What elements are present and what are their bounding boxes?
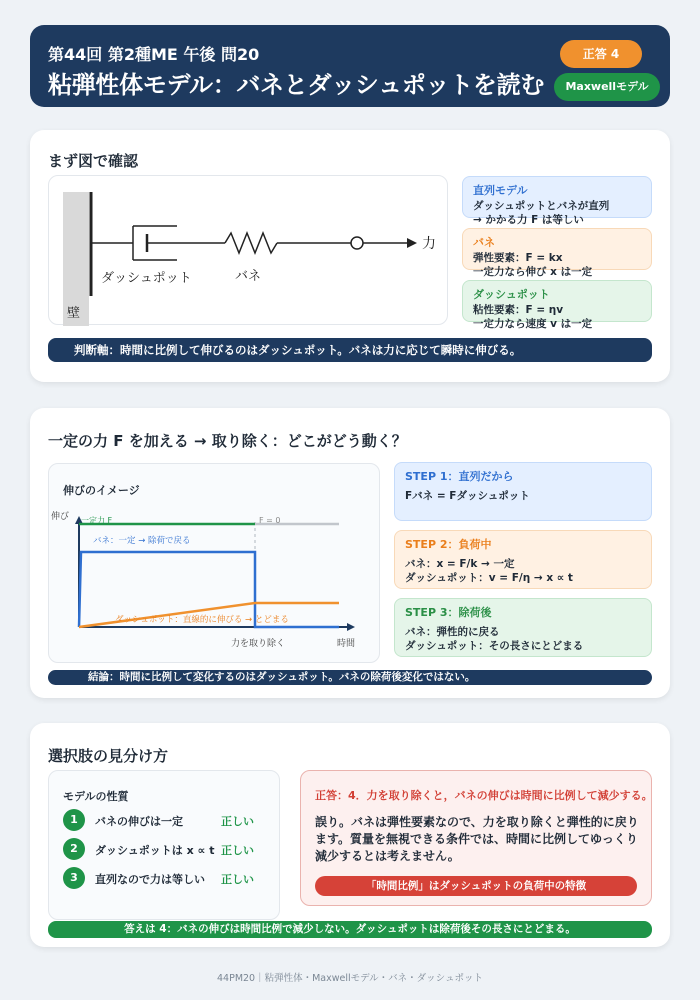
info-box-title: 直列モデル	[473, 184, 528, 197]
header-subtitle: 第44回 第2種ME 午後 問20	[48, 45, 260, 64]
step-title: STEP 1：直列だから	[405, 470, 514, 483]
spring-zigzag	[225, 233, 277, 253]
step-box-1	[394, 462, 652, 521]
property-row	[63, 838, 273, 860]
model-properties-box	[48, 770, 280, 920]
force-label: 力	[422, 236, 436, 252]
info-box-dashpot	[462, 280, 652, 330]
step-line: ダッシュポット：その長さにとどまる	[405, 640, 584, 652]
info-box-spring	[462, 228, 652, 278]
info-box-line: → かかる力 F は等しい	[473, 214, 584, 226]
judgment-bar: 判断軸：時間に比例して伸びるのはダッシュポット。バネは力に応じて瞬時に伸びる。	[48, 338, 652, 362]
property-verdict: 正しい	[221, 873, 254, 886]
section-title: 一定の力 F を加える → 取り除く：どこがどう動く？	[48, 432, 407, 450]
step-line: バネ：弾性的に戻る	[405, 626, 500, 638]
property-number: 2	[63, 838, 85, 860]
step-line: バネ：x = F/k → 一定	[405, 558, 515, 570]
property-number: 3	[63, 867, 85, 889]
answer-box	[300, 770, 652, 906]
page-title: 粘弾性体モデル：バネとダッシュポットを読む	[48, 71, 545, 99]
property-verdict: 正しい	[221, 815, 254, 828]
property-row	[63, 867, 273, 889]
step-box-2	[394, 530, 652, 589]
force-off-label: F = 0	[259, 516, 281, 525]
force-node	[351, 237, 363, 249]
dashpot-curve-label: ダッシュポット：直線的に伸びる → とどまる	[115, 615, 289, 625]
step-title: STEP 3：除荷後	[405, 606, 492, 619]
section-diagram-card	[30, 130, 670, 382]
x-axis-label: 時間	[337, 639, 356, 649]
dashpot-label: ダッシュポット	[101, 271, 192, 286]
footer: 44PM20｜粘弾性体・Maxwellモデル・バネ・ダッシュポット	[217, 973, 483, 984]
section-graph-card	[30, 408, 670, 698]
elongation-graph-svg	[49, 464, 381, 664]
step-title: STEP 2：負荷中	[405, 538, 492, 551]
property-row	[63, 809, 273, 831]
answer-title: 正答：4．力を取り除くと，バネの伸びは時間に比例して減少する。	[315, 789, 653, 802]
answer-key-point: 「時間比例」はダッシュポットの負荷中の特徴	[315, 876, 637, 896]
property-text: ダッシュポットは x ∝ t	[95, 844, 215, 857]
spring-curve-label: バネ：一定 → 除荷で戻る	[93, 536, 191, 546]
header	[30, 25, 670, 107]
info-box-line: 一定力なら速度 v は一定	[473, 318, 593, 330]
property-verdict: 正しい	[221, 844, 254, 857]
maxwell-diagram-svg	[49, 176, 449, 326]
step-line: Fバネ = Fダッシュポット	[405, 490, 530, 502]
info-box-line: 一定力なら伸び x は一定	[473, 266, 593, 278]
section-options-card	[30, 723, 670, 947]
step-box-3	[394, 598, 652, 657]
model-badge: Maxwellモデル	[554, 73, 660, 101]
graph-box	[48, 463, 380, 663]
x-axis-arrow	[347, 623, 355, 631]
properties-title: モデルの性質	[63, 790, 129, 803]
final-answer-bar: 答えは 4：バネの伸びは時間比例で減少しない。ダッシュポットは除荷後その長さにとどまる。	[48, 921, 652, 938]
y-axis-label: 伸び	[51, 512, 70, 522]
answer-badge: 正答 4	[560, 40, 642, 68]
info-box-title: ダッシュポット	[473, 288, 550, 301]
info-box-series	[462, 176, 652, 226]
section-title: 選択肢の見分け方	[48, 747, 169, 765]
wall-label: 壁	[67, 306, 81, 321]
conclusion-bar: 結論：時間に比例して変化するのはダッシュポット。バネの除荷後変化ではない。	[48, 670, 652, 685]
info-box-line: 粘性要素：F = ηv	[473, 304, 564, 316]
property-text: バネの伸びは一定	[95, 815, 183, 828]
remove-label: 力を取り除く	[231, 639, 286, 649]
force-arrowhead	[407, 238, 417, 248]
info-box-title: バネ	[473, 236, 495, 249]
graph-title: 伸びのイメージ	[63, 484, 140, 497]
answer-body: 誤り。バネは弾性要素なので、力を取り除くと弾性的に戻ります。質量を無視できる条件では、時間に比例してゆっくり減少するとは考えません。	[315, 815, 639, 863]
info-box-line: 弾性要素：F = kx	[473, 252, 563, 264]
force-on-label: 一定力 F	[81, 516, 113, 525]
section-title: まず図で確認	[48, 152, 139, 170]
spring-label: バネ	[235, 269, 262, 284]
property-text: 直列なので力は等しい	[95, 873, 205, 886]
info-box-line: ダッシュポットとバネが直列	[473, 200, 610, 212]
maxwell-diagram	[48, 175, 448, 325]
property-number: 1	[63, 809, 85, 831]
step-line: ダッシュポット：v = F/η → x ∝ t	[405, 572, 573, 584]
